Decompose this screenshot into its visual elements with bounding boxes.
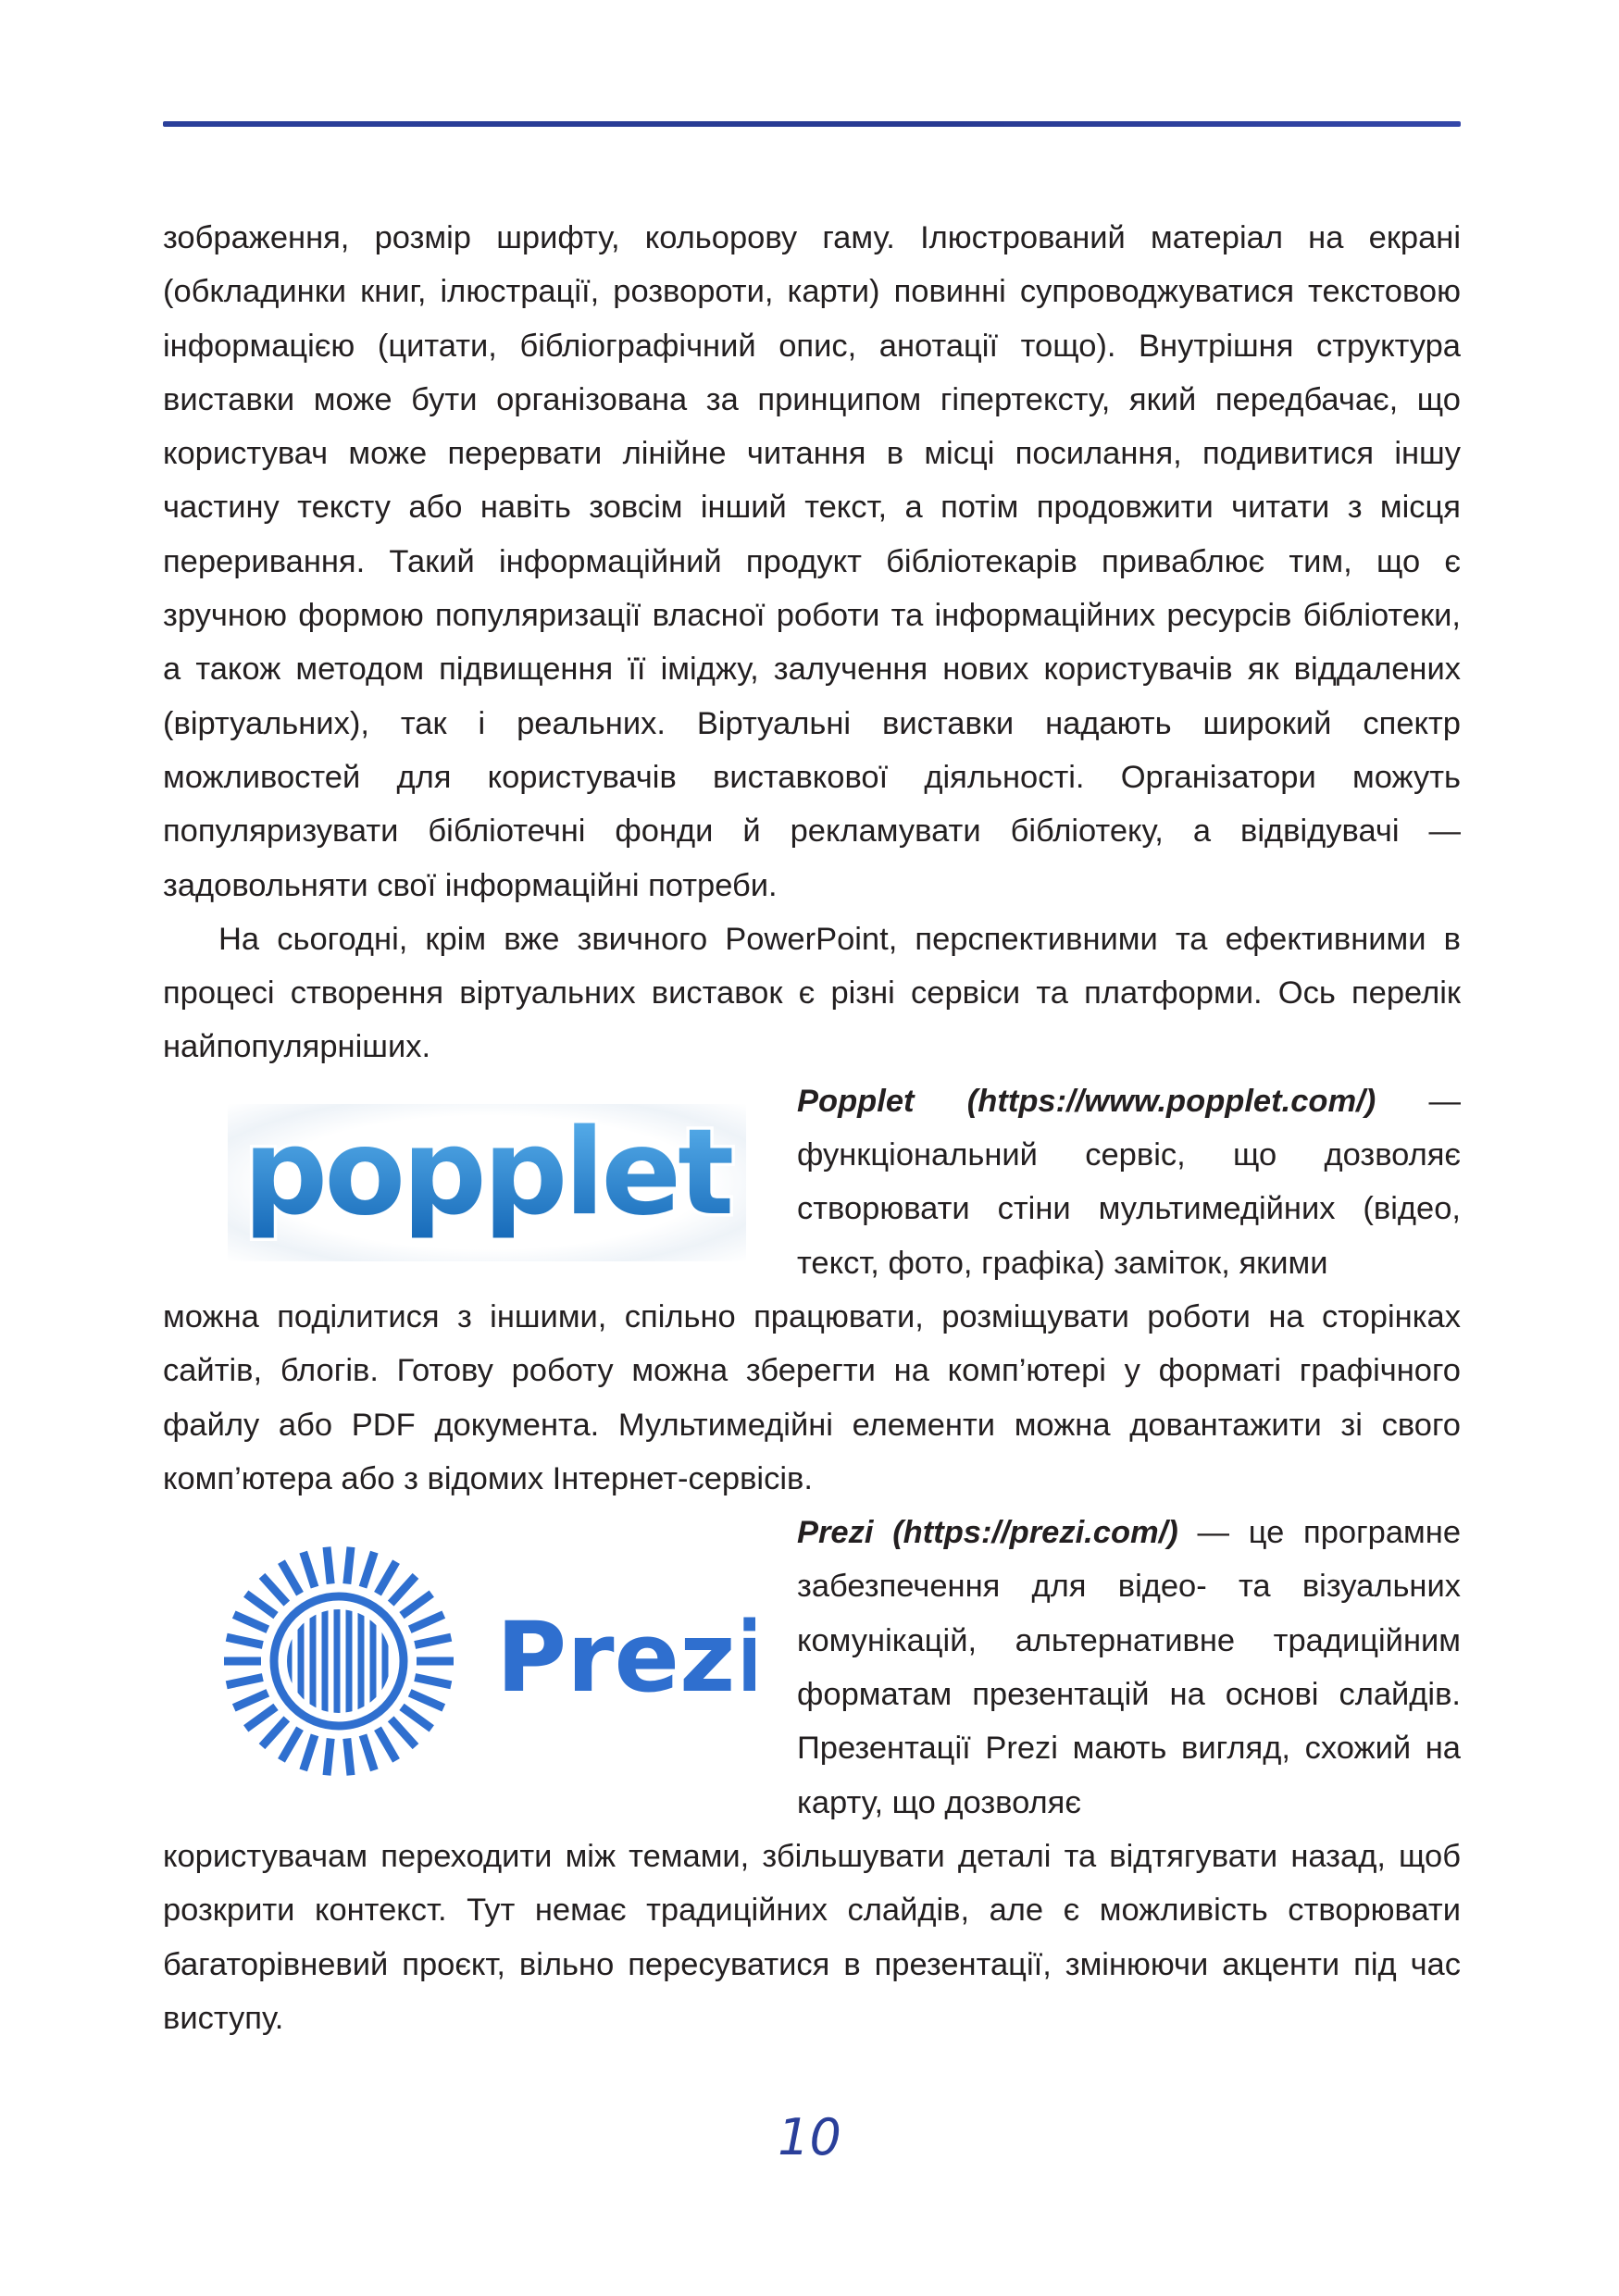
popplet-wrap-text: — функціональний сервіс, що дозволяє створювати стіни мультимедійних (відео, текст, фото, графіка) заміток, якими xyxy=(797,1083,1461,1281)
popplet-title: Popplet (https://www.popplet.com/) xyxy=(797,1083,1376,1119)
popplet-logo xyxy=(228,1104,746,1261)
prezi-description-continued: користувачам переходити між темами, збільшувати деталі та відтягувати назад, щоб розкрити контекст. Тут немає традиційних слайдів, але є можливість створювати багаторівневий проєкт, вільно пересуватися в презентації, змінюючи акценти під час виступу. xyxy=(163,1838,1461,2036)
intro-paragraph-2: На сьогодні, крім вже звичного PowerPoint, перспективними та ефективними в процесі створення віртуальних виставок є різні сервіси та платформи. Ось перелік найпопулярніших. xyxy=(163,921,1461,1065)
popplet-section xyxy=(163,1074,1461,1290)
header-rule xyxy=(163,121,1461,127)
popplet-description-wrap xyxy=(797,1074,1461,1290)
prezi-title: Prezi (https://prezi.com/) xyxy=(797,1515,1178,1551)
prezi-logo-mark xyxy=(224,1547,454,1776)
prezi-logo-text: Prezi xyxy=(496,1601,755,1715)
page-number: 10 xyxy=(778,2108,841,2166)
page-content xyxy=(163,211,1461,2045)
prezi-section xyxy=(163,1506,1461,1830)
prezi-logo xyxy=(218,1532,755,1791)
popplet-logo-text: popplet xyxy=(243,1103,731,1242)
prezi-wrap-text: — це програмне забезпечення для відео- та візуальних комунікацій, альтернативне традиційним форматам презентацій на основі слайдів. Презентації Prezi мають вигляд, схожий на карту, що дозволяє xyxy=(797,1515,1462,1820)
popplet-description-continued: можна поділитися з іншими, спільно працювати, розміщувати роботи на сторінках сайтів, блогів. Готову роботу можна зберегти на комп’ютері у форматі графічного файлу або PDF документа. Мультимедійні елементи можна довантажити зі свого комп’ютера або з відомих Інтернет-сервісів. xyxy=(163,1298,1461,1496)
intro-paragraph-1: зображення, розмір шрифту, кольорову гаму. Ілюстрований матеріал на екрані (обкладинки книг, ілюстрації, розвороти, карти) повинні супроводжуватися текстовою інформацією (цитати, бібліографічний опис, анотації тощо). Внутрішня структура виставки може бути організована за принципом гіпертексту, який передбачає, що користувач може перервати лінійне читання в місці посилання, подивитися іншу частину тексту або навіть зовсім інший текст, а потім продовжити читати з місця переривання. Такий інформаційний продукт бібліотекарів приваблює тим, що є зручною формою популяризації власної роботи та інформаційних ресурсів бібліотеки, а також методом підвищення її іміджу, залучення нових користувачів як віддалених (віртуальних), так і реальних. Віртуальні виставки надають широкий спектр можливостей для користувачів виставкової діяльності. Організатори можуть популяризувати бібліотечні фонди й рекламувати бібліотеку, а відвідувачі — задовольняти свої інформаційні потреби. xyxy=(163,220,1461,903)
prezi-description-wrap xyxy=(797,1506,1461,1830)
